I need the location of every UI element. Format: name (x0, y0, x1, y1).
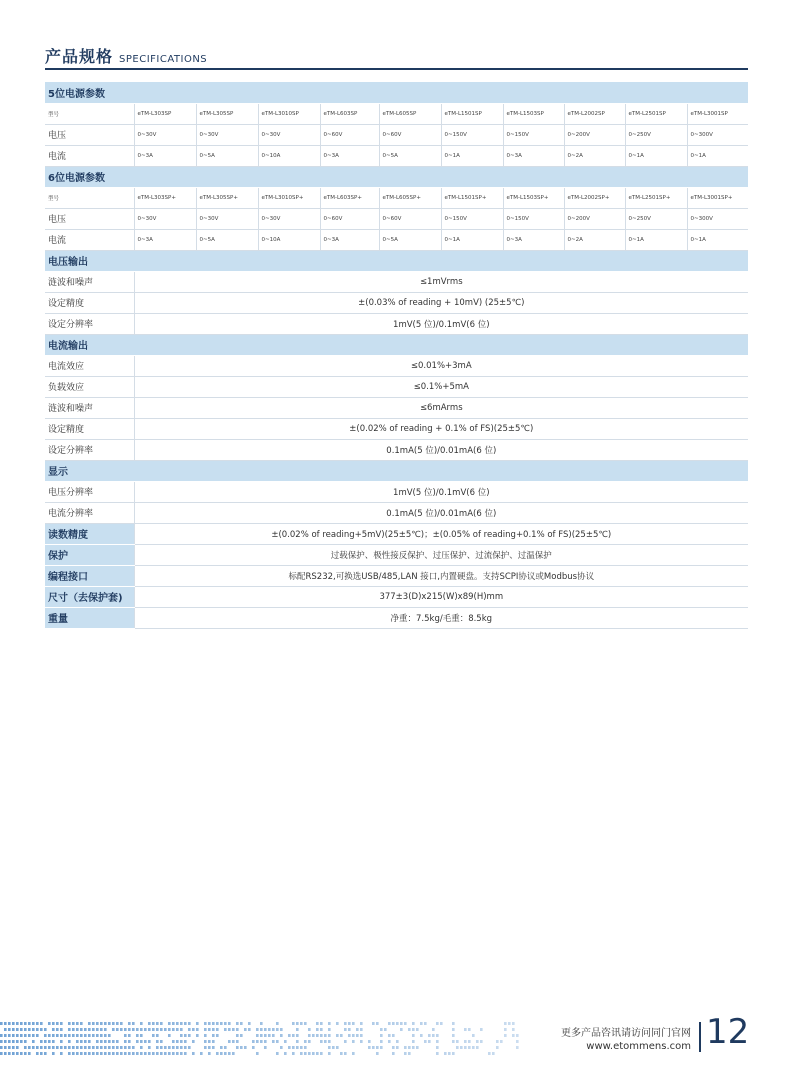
six-digit-voltage-row-cell: 0~150V (441, 208, 503, 229)
misc-value: 过载保护、极性接反保护、过压保护、过流保护、过温保护 (134, 544, 748, 565)
five-digit-voltage-row-label: 电压 (45, 124, 134, 145)
five-digit-model-row-cell: eTM-L2501SP (625, 103, 687, 124)
misc-label: 读数精度 (45, 523, 134, 544)
six-digit-model-row-cell: eTM-L2501SP+ (625, 187, 687, 208)
six-digit-voltage-row-cell: 0~30V (196, 208, 258, 229)
current-output-value: ≤0.01%+3mA (134, 355, 748, 376)
display-row (45, 502, 748, 523)
display-value: 1mV(5 位)/0.1mV(6 位) (134, 481, 748, 502)
six-digit-voltage-row (45, 208, 748, 229)
five-digit-current-row-cell: 0~1A (687, 145, 748, 166)
voltage-output-row (45, 292, 748, 313)
six-digit-model-row-cell: eTM-L305SP+ (196, 187, 258, 208)
five-digit-voltage-row-cell: 0~30V (196, 124, 258, 145)
section-display-title: 显示 (45, 460, 748, 481)
six-digit-current-row-cell: 0~1A (625, 229, 687, 250)
five-digit-model-row-cell: eTM-L603SP (320, 103, 379, 124)
five-digit-voltage-row-cell: 0~200V (564, 124, 625, 145)
current-output-row (45, 418, 748, 439)
five-digit-model-row-cell: eTM-L3010SP (258, 103, 320, 124)
six-digit-voltage-row-cell: 0~30V (134, 208, 196, 229)
section-current-output (45, 334, 748, 355)
header-title-en: SPECIFICATIONS (119, 54, 208, 65)
current-output-row (45, 439, 748, 460)
page-header (45, 44, 748, 70)
current-output-label: 设定分辨率 (45, 439, 134, 460)
header-title-cn: 产品规格 (45, 47, 114, 66)
five-digit-current-row (45, 145, 748, 166)
current-output-row (45, 355, 748, 376)
current-output-label: 负载效应 (45, 376, 134, 397)
misc-label: 尺寸（去保护套) (45, 586, 134, 607)
section-voltage-output-title: 电压输出 (45, 250, 748, 271)
misc-label: 编程接口 (45, 565, 134, 586)
six-digit-voltage-row-cell: 0~300V (687, 208, 748, 229)
six-digit-voltage-row-label: 电压 (45, 208, 134, 229)
five-digit-current-row-cell: 0~3A (320, 145, 379, 166)
five-digit-voltage-row (45, 124, 748, 145)
six-digit-current-row-cell: 0~3A (134, 229, 196, 250)
six-digit-model-row-cell: eTM-L303SP+ (134, 187, 196, 208)
display-label: 电压分辨率 (45, 481, 134, 502)
misc-row (45, 565, 748, 586)
six-digit-model-row-cell: eTM-L3010SP+ (258, 187, 320, 208)
five-digit-current-row-cell: 0~1A (441, 145, 503, 166)
current-output-row (45, 376, 748, 397)
six-digit-current-row-cell: 0~1A (687, 229, 748, 250)
six-digit-model-row-cell: eTM-L1501SP+ (441, 187, 503, 208)
six-digit-current-row-cell: 0~3A (503, 229, 564, 250)
six-digit-current-row-cell: 0~5A (379, 229, 441, 250)
current-output-value: 0.1mA(5 位)/0.01mA(6 位) (134, 439, 748, 460)
display-label: 电流分辨率 (45, 502, 134, 523)
six-digit-current-row-cell: 0~2A (564, 229, 625, 250)
misc-row (45, 544, 748, 565)
five-digit-model-row-cell: eTM-L1503SP (503, 103, 564, 124)
voltage-output-value: ≤1mVrms (134, 271, 748, 292)
display-row (45, 481, 748, 502)
five-digit-model-row-cell: eTM-L305SP (196, 103, 258, 124)
section-voltage-output (45, 250, 748, 271)
footer-text (561, 1024, 691, 1052)
six-digit-voltage-row-cell: 0~200V (564, 208, 625, 229)
current-output-value: ≤0.1%+5mA (134, 376, 748, 397)
voltage-output-value: 1mV(5 位)/0.1mV(6 位) (134, 313, 748, 334)
five-digit-model-row-cell: eTM-L303SP (134, 103, 196, 124)
misc-value: 净重：7.5kg/毛重：8.5kg (134, 607, 748, 628)
voltage-output-value: ±(0.03% of reading + 10mV) (25±5℃) (134, 292, 748, 313)
section-five-digit (45, 82, 748, 103)
five-digit-model-row-cell: eTM-L2002SP (564, 103, 625, 124)
misc-label: 保护 (45, 544, 134, 565)
five-digit-voltage-row-cell: 0~250V (625, 124, 687, 145)
five-digit-voltage-row-cell: 0~150V (441, 124, 503, 145)
five-digit-current-row-cell: 0~10A (258, 145, 320, 166)
six-digit-model-row (45, 187, 748, 208)
current-output-label: 设定精度 (45, 418, 134, 439)
six-digit-voltage-row-cell: 0~60V (320, 208, 379, 229)
current-output-label: 涟波和噪声 (45, 397, 134, 418)
five-digit-model-row-cell: eTM-L3001SP (687, 103, 748, 124)
six-digit-current-row-cell: 0~5A (196, 229, 258, 250)
footer-line-1: 更多产品咨讯请访问同门官网 (561, 1028, 691, 1039)
page-number: 12 (706, 1012, 750, 1052)
current-output-label: 电流效应 (45, 355, 134, 376)
five-digit-model-row-cell: eTM-L605SP (379, 103, 441, 124)
six-digit-current-row-label: 电流 (45, 229, 134, 250)
six-digit-voltage-row-cell: 0~150V (503, 208, 564, 229)
six-digit-model-row-cell: eTM-L2002SP+ (564, 187, 625, 208)
six-digit-model-row-cell: eTM-L605SP+ (379, 187, 441, 208)
current-output-row (45, 397, 748, 418)
five-digit-voltage-row-cell: 0~30V (134, 124, 196, 145)
five-digit-model-row-cell: eTM-L1501SP (441, 103, 503, 124)
five-digit-current-row-cell: 0~5A (196, 145, 258, 166)
misc-row (45, 586, 748, 607)
voltage-output-label: 涟波和噪声 (45, 271, 134, 292)
voltage-output-label: 设定精度 (45, 292, 134, 313)
section-six-digit (45, 166, 748, 187)
five-digit-voltage-row-cell: 0~60V (320, 124, 379, 145)
section-five-digit-title: 5位电源参数 (45, 82, 748, 103)
five-digit-current-row-label: 电流 (45, 145, 134, 166)
current-output-value: ≤6mArms (134, 397, 748, 418)
five-digit-current-row-cell: 0~5A (379, 145, 441, 166)
footer-website: www.etommens.com (586, 1041, 691, 1052)
misc-row (45, 523, 748, 544)
section-display (45, 460, 748, 481)
five-digit-voltage-row-cell: 0~60V (379, 124, 441, 145)
six-digit-current-row-cell: 0~3A (320, 229, 379, 250)
voltage-output-label: 设定分辨率 (45, 313, 134, 334)
six-digit-current-row (45, 229, 748, 250)
voltage-output-row (45, 271, 748, 292)
six-digit-voltage-row-cell: 0~60V (379, 208, 441, 229)
six-digit-model-row-cell: eTM-L1503SP+ (503, 187, 564, 208)
misc-row (45, 607, 748, 628)
six-digit-voltage-row-cell: 0~30V (258, 208, 320, 229)
six-digit-model-row-cell: eTM-L3001SP+ (687, 187, 748, 208)
five-digit-current-row-cell: 0~3A (134, 145, 196, 166)
five-digit-voltage-row-cell: 0~150V (503, 124, 564, 145)
spec-table (45, 82, 748, 629)
display-value: 0.1mA(5 位)/0.01mA(6 位) (134, 502, 748, 523)
misc-value: 标配RS232,可换选USB/485,LAN 接口,内置硬盘。支持SCPI协议或Modbus协议 (134, 565, 748, 586)
voltage-output-row (45, 313, 748, 334)
five-digit-voltage-row-cell: 0~300V (687, 124, 748, 145)
six-digit-current-row-cell: 0~1A (441, 229, 503, 250)
misc-value: 377±3(D)x215(W)x89(H)mm (134, 586, 748, 607)
misc-label: 重量 (45, 607, 134, 628)
misc-value: ±(0.02% of reading+5mV)(25±5℃)；±(0.05% of reading+0.1% of FS)(25±5℃) (134, 523, 748, 544)
five-digit-voltage-row-cell: 0~30V (258, 124, 320, 145)
six-digit-current-row-cell: 0~10A (258, 229, 320, 250)
five-digit-current-row-cell: 0~1A (625, 145, 687, 166)
section-current-output-title: 电流输出 (45, 334, 748, 355)
five-digit-model-row (45, 103, 748, 124)
five-digit-model-row-label: 型号 (45, 103, 134, 124)
current-output-value: ±(0.02% of reading + 0.1% of FS)(25±5℃) (134, 418, 748, 439)
six-digit-voltage-row-cell: 0~250V (625, 208, 687, 229)
five-digit-current-row-cell: 0~2A (564, 145, 625, 166)
six-digit-model-row-cell: eTM-L603SP+ (320, 187, 379, 208)
footer-dot-pattern (0, 1018, 520, 1056)
section-six-digit-title: 6位电源参数 (45, 166, 748, 187)
six-digit-model-row-label: 型号 (45, 187, 134, 208)
footer-divider (699, 1022, 701, 1052)
five-digit-current-row-cell: 0~3A (503, 145, 564, 166)
